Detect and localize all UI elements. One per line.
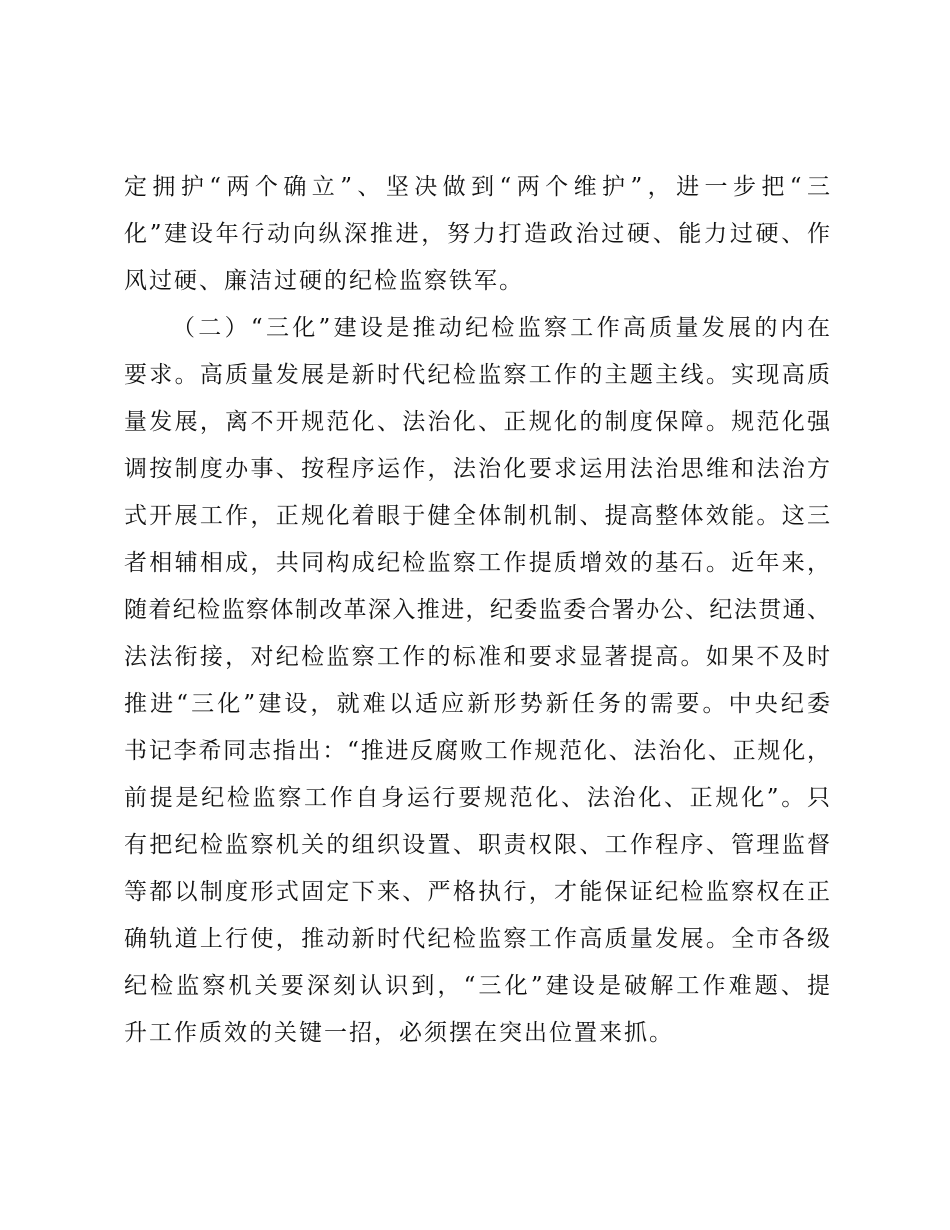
text-line: 有把纪检监察机关的组织设置、职责权限、工作程序、管理监督 xyxy=(124,832,830,858)
text-line: 等都以制度形式固定下来、严格执行，才能保证纪检监察权在正 xyxy=(124,879,830,905)
text-line: 化”建设年行动向纵深推进，努力打造政治过硬、能力过硬、作 xyxy=(124,221,830,247)
text-line: 量发展，离不开规范化、法治化、正规化的制度保障。规范化强 xyxy=(124,409,830,435)
text-line: 确轨道上行使，推动新时代纪检监察工作高质量发展。全市各级 xyxy=(124,926,830,952)
document-body xyxy=(124,164,830,1057)
text-line: 书记李希同志指出：“推进反腐败工作规范化、法治化、正规化， xyxy=(124,738,830,764)
text-line: 调按制度办事、按程序运作，法治化要求运用法治思维和法治方 xyxy=(124,456,830,482)
text-line: 者相辅相成，共同构成纪检监察工作提质增效的基石。近年来， xyxy=(124,550,830,576)
text-line: 定拥护“两个确立”、坚决做到“两个维护”，进一步把“三 xyxy=(124,174,830,200)
text-line: 式开展工作，正规化着眼于健全体制机制、提高整体效能。这三 xyxy=(124,503,830,529)
text-line: 要求。高质量发展是新时代纪检监察工作的主题主线。实现高质 xyxy=(124,362,830,388)
paragraph-start-line: （二）“三化”建设是推动纪检监察工作高质量发展的内在 xyxy=(172,315,830,341)
text-line: 法法衔接，对纪检监察工作的标准和要求显著提高。如果不及时 xyxy=(124,644,830,670)
text-line: 推进“三化”建设，就难以适应新形势新任务的需要。中央纪委 xyxy=(124,691,830,717)
text-line: 风过硬、廉洁过硬的纪检监察铁军。 xyxy=(124,268,524,294)
text-line: 纪检监察机关要深刻认识到，“三化”建设是破解工作难题、提 xyxy=(124,973,830,999)
text-line: 随着纪检监察体制改革深入推进，纪委监委合署办公、纪法贯通、 xyxy=(124,597,830,623)
text-line: 升工作质效的关键一招，必须摆在突出位置来抓。 xyxy=(124,1020,674,1046)
text-line: 前提是纪检监察工作自身运行要规范化、法治化、正规化”。只 xyxy=(124,785,830,811)
